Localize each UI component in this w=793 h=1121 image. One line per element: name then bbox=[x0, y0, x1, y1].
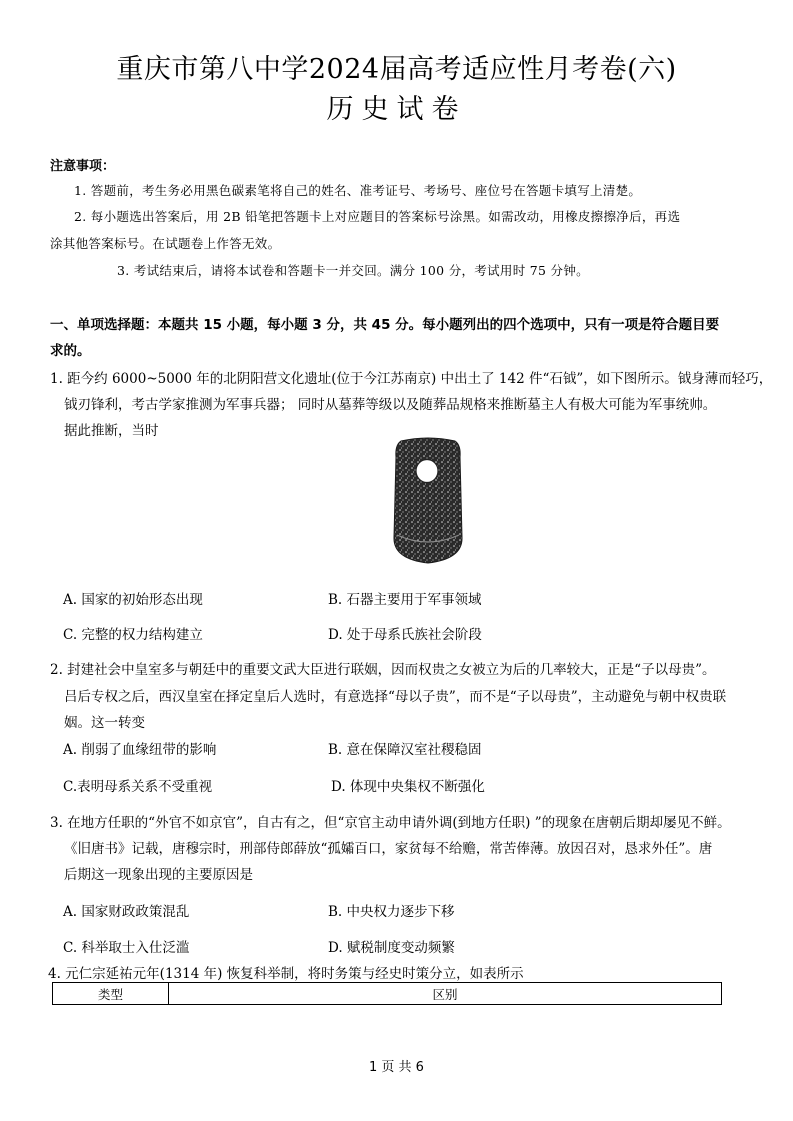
q1-stem-line-2: 钺刃锋利，考古学家推测为军事兵器； 同时从墓葬等级以及随葬品规格来推断墓主人有极大可能为军事统帅。 bbox=[64, 397, 717, 413]
section-1-heading-cont: 求的。 bbox=[50, 343, 91, 359]
q1-stem-line-1: 1. 距今约 6000~5000 年的北阴阳营文化遗址(位于今江苏南京) 中出土了 142 件“石钺”，如下图所示。钺身薄而轻巧， bbox=[50, 371, 773, 387]
exam-subtitle: 历史试卷 bbox=[326, 94, 467, 125]
stone-axe-image bbox=[387, 437, 469, 565]
notice-item-3: 3. 考试结束后，请将本试卷和答题卡一并交回。满分 100 分，考试用时 75 分钟。 bbox=[117, 263, 589, 278]
q3-option-b: B. 中央权力逐步下移 bbox=[328, 904, 455, 920]
q3-stem-line-1: 3. 在地方任职的“外官不如京官”，自古有之，但“京官主动申请外调(到地方任职) ”的现象在唐朝后期却屡见不鲜。 bbox=[50, 815, 731, 831]
q1-option-c: C. 完整的权力结构建立 bbox=[63, 627, 203, 643]
notice-item-1: 1. 答题前，考生务必用黑色碳素笔将自己的姓名、准考证号、考场号、座位号在答题卡填写上清楚。 bbox=[74, 183, 642, 198]
q3-option-c: C. 科举取士入仕泛滥 bbox=[63, 940, 190, 956]
q4-table bbox=[52, 982, 722, 1005]
notice-item-2-line-1: 2. 每小题选出答案后，用 2B 铅笔把答题卡上对应题目的答案标号涂黑。如需改动，用橡皮擦擦净后，再选 bbox=[74, 209, 681, 224]
section-1-heading: 一、单项选择题：本题共 15 小题，每小题 3 分，共 45 分。每小题列出的四个选项中，只有一项是符合题目要 bbox=[50, 317, 720, 333]
q2-option-b: B. 意在保障汉室社稷稳固 bbox=[328, 742, 482, 758]
table-header-row bbox=[53, 983, 722, 1005]
q2-option-d: D. 体现中央集权不断强化 bbox=[331, 779, 485, 795]
q2-stem-line-1: 2. 封建社会中皇室多与朝廷中的重要文武大臣进行联姻，因而权贵之女被立为后的几率较大，正是“子以母贵”。 bbox=[50, 662, 716, 678]
exam-title: 重庆市第八中学2024届高考适应性月考卷(六) bbox=[116, 54, 677, 85]
notice-heading: 注意事项： bbox=[50, 159, 116, 174]
q3-stem-line-2: 《旧唐书》记载，唐穆宗时，刑部侍郎薛放“孤孀百口，家贫每不给赡，常苦俸薄。放因召对，恳求外任”。唐 bbox=[64, 841, 713, 857]
page-number: 1 页 共 6 bbox=[369, 1060, 424, 1075]
q1-stem-line-3: 据此推断，当时 bbox=[64, 423, 159, 439]
q1-option-d: D. 处于母系氏族社会阶段 bbox=[328, 627, 482, 643]
q2-stem-line-3: 姻。这一转变 bbox=[64, 715, 145, 731]
table-header-difference: 区别 bbox=[169, 983, 722, 1005]
q3-stem-line-3: 后期这一现象出现的主要原因是 bbox=[64, 867, 253, 883]
table-header-type: 类型 bbox=[53, 983, 169, 1005]
notice-item-2-line-2: 涂其他答案标号。在试题卷上作答无效。 bbox=[50, 236, 281, 251]
q3-option-a: A. 国家财政政策混乱 bbox=[63, 904, 190, 920]
q2-option-c: C.表明母系关系不受重视 bbox=[63, 779, 213, 795]
q2-stem-line-2: 吕后专权之后，西汉皇室在择定皇后人选时，有意选择“母以子贵”，而不是“子以母贵”，主动避免与朝中权贵联 bbox=[64, 689, 727, 705]
q3-option-d: D. 赋税制度变动频繁 bbox=[328, 940, 455, 956]
q1-option-a: A. 国家的初始形态出现 bbox=[63, 592, 203, 608]
q1-option-b: B. 石器主要用于军事领域 bbox=[328, 592, 482, 608]
q4-stem-line-1: 4. 元仁宗延祐元年(1314 年) 恢复科举制，将时务策与经史时策分立，如表所示 bbox=[48, 966, 524, 982]
q2-option-a: A. 削弱了血缘纽带的影响 bbox=[63, 742, 217, 758]
